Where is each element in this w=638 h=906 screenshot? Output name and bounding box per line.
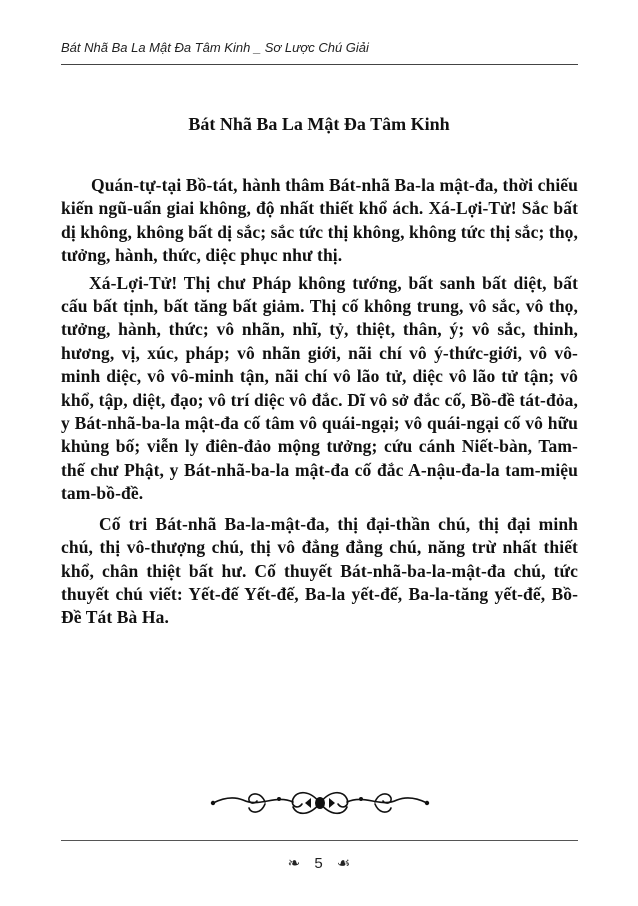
paragraph-2: Xá-Lợi-Tử! Thị chư Pháp không tướng, bất sanh bất diệt, bất cấu bất tịnh, bất tăng bất giảm. Thị cố không trung, vô sắc, vô thọ, tưởng, hành, thức; vô nhãn, nhĩ, tỷ, thiệt, thân, ý; vô sắc, thinh, hương, vị, xúc, pháp; vô nhãn giới, nãi chí vô ý-thức-giới, vô vô-minh diệc, vô vô-minh tận, nãi chí vô lão tử, diệc vô lão tử tận; vô khổ, tập, diệt, đạo; vô trí diệc vô đắc. Dĩ vô sở đắc cố, Bồ-đề tát-đỏa, y Bát-nhã-ba-la mật-đa cố tâm vô quái-ngại; vô quái-ngại cố vô hữu khủng bố; viễn ly điên-đảo mộng tưởng; cứu cánh Niết-bàn, Tam-thế chư Phật, y Bát-nhã-ba-la mật-đa cố đắc A-nậu-đa-la tam-miệu tam-bồ-đề. bbox=[61, 272, 578, 504]
page-title: Bát Nhã Ba La Mật Đa Tâm Kinh bbox=[188, 114, 450, 134]
leaf-flourish-right-icon: ☙ bbox=[336, 855, 351, 873]
paragraph-1: Quán-tự-tại Bồ-tát, hành thâm Bát-nhã Ba-la mật-đa, thời chiếu kiến ngũ-uẩn giai không, độ nhất thiết khổ ách. Xá-Lợi-Tử! Sắc bất dị không, không bất dị sắc; sắc tức thị không, không tức thị sắc; thọ, tưởng, hành, thức, diệc phục như thị. bbox=[61, 175, 578, 266]
sutra-text bbox=[61, 174, 578, 630]
header-divider bbox=[61, 64, 578, 65]
scroll-ornament-divider-icon bbox=[205, 786, 435, 820]
page-number: 5 bbox=[314, 854, 323, 872]
running-header: Bát Nhã Ba La Mật Đa Tâm Kinh _ Sơ Lược Chú Giải bbox=[61, 40, 369, 55]
footer-divider bbox=[61, 840, 578, 841]
paragraph-3: Cố tri Bát-nhã Ba-la-mật-đa, thị đại-thần chú, thị đại minh chú, thị vô-thượng chú, thị vô đẳng đẳng chú, năng trừ nhất thiết khổ, chân thiệt bất hư. Cố thuyết Bát-nhã-ba-la-mật-đa chú, tức thuyết chú viết: Yết-đế Yết-đế, Ba-la yết-đế, Ba-la-tăng yết-đế, Bồ-Đề Tát Bà Ha. bbox=[61, 513, 578, 628]
page-footer bbox=[0, 854, 638, 872]
leaf-flourish-left-icon: ❧ bbox=[287, 855, 301, 873]
